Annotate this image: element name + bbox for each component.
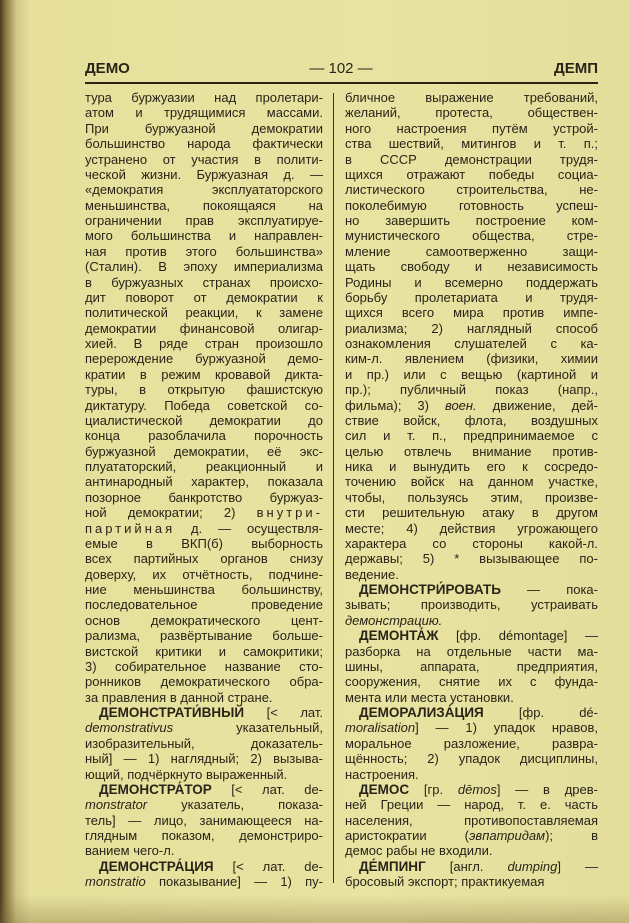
text-segment: [< лат. bbox=[244, 705, 323, 720]
text-line bbox=[85, 213, 323, 228]
text-segment: указатель, показа- bbox=[147, 797, 323, 813]
text-segment: ная против этого большинства» bbox=[85, 243, 323, 259]
text-line bbox=[345, 275, 598, 290]
text-line bbox=[85, 628, 323, 643]
headword: ДЕМОНСТРА́ТОР bbox=[99, 781, 212, 797]
text-line bbox=[345, 874, 598, 889]
text-line bbox=[345, 659, 598, 674]
text-segment: д. — осуществля- bbox=[175, 520, 323, 536]
text-segment: плуататорский, реакционный и bbox=[85, 459, 323, 474]
text-line bbox=[345, 459, 598, 474]
headword: ДЕМОРАЛИЗА́ЦИЯ bbox=[359, 705, 484, 720]
text-segment: доверху, их отчётность, подчине- bbox=[85, 566, 323, 582]
text-line bbox=[85, 136, 323, 151]
italic-text: dēmos bbox=[457, 781, 497, 797]
text-segment: атом и трудящимися массами. bbox=[85, 105, 323, 121]
text-segment: ронников демократического обра- bbox=[85, 674, 323, 690]
text-segment: диктатуру. Победа советской со- bbox=[85, 397, 323, 413]
text-line bbox=[85, 659, 323, 674]
text-line bbox=[85, 382, 323, 397]
text-line bbox=[345, 474, 598, 489]
text-line bbox=[85, 367, 323, 382]
text-line bbox=[85, 121, 323, 136]
text-segment: При буржуазной демократии bbox=[85, 120, 323, 136]
column-divider bbox=[333, 93, 334, 883]
text-segment: ); в bbox=[545, 828, 598, 843]
text-line bbox=[345, 551, 598, 566]
text-segment: политической реакции, к замене bbox=[85, 305, 323, 321]
text-line bbox=[85, 244, 323, 259]
text-line bbox=[345, 259, 598, 274]
text-segment: движение, дей- bbox=[476, 397, 598, 413]
italic-text: monstratio bbox=[85, 874, 146, 890]
text-segment: мление самоотверженно защи- bbox=[345, 243, 598, 259]
text-line bbox=[345, 674, 598, 689]
text-segment: моральное разложение, развра- bbox=[345, 735, 598, 751]
text-segment: ющий, подчёркнуто выраженный. bbox=[85, 766, 288, 782]
text-line bbox=[345, 367, 598, 382]
text-line bbox=[345, 505, 598, 520]
italic-text: monstrator bbox=[85, 797, 148, 813]
text-line bbox=[345, 521, 598, 536]
text-segment: борьбу пролетариата и трудя- bbox=[345, 289, 598, 305]
text-segment: фильма); 3) bbox=[345, 397, 445, 413]
text-segment: но завершить построение ком- bbox=[345, 213, 598, 228]
text-line bbox=[345, 382, 598, 397]
entry-start-line bbox=[345, 628, 598, 643]
text-segment: циалистической демократии до bbox=[85, 412, 323, 428]
text-segment: [< лат. de- bbox=[213, 858, 323, 874]
text-line bbox=[345, 797, 598, 812]
text-line bbox=[85, 259, 323, 274]
text-segment: сооружения, снятие их с фунда- bbox=[345, 674, 598, 690]
text-segment: тель] — лицо, занимающееся на- bbox=[85, 812, 323, 828]
text-segment: [фр. démontage] — bbox=[438, 628, 598, 644]
italic-text: demonstrativus bbox=[85, 720, 174, 736]
text-line bbox=[345, 182, 598, 197]
text-segment: ознакомления слушателей с ка- bbox=[345, 336, 598, 351]
left-guide-word: ДЕМО bbox=[85, 60, 130, 77]
text-line bbox=[345, 167, 598, 182]
text-segment: характера со стороны какой-л. bbox=[345, 535, 598, 551]
text-line bbox=[345, 152, 598, 167]
text-line bbox=[85, 398, 323, 413]
text-segment: и пр.) или с вещью (картиной и bbox=[345, 366, 598, 382]
text-segment: 3) собирательное название сто- bbox=[85, 658, 323, 674]
text-segment: риализма; 2) наглядный способ bbox=[345, 320, 598, 336]
text-segment: Родины и всемерно поддержать bbox=[345, 274, 598, 290]
text-segment: державы; 5) * вызывающее по- bbox=[345, 551, 598, 567]
text-segment: ] — bbox=[557, 858, 598, 874]
entry-start-line bbox=[85, 705, 323, 720]
text-line bbox=[345, 843, 598, 858]
text-segment: [гр. bbox=[409, 781, 458, 797]
text-segment: ного настроения путём устрой- bbox=[345, 120, 598, 136]
text-line bbox=[345, 720, 598, 735]
page-shadow bbox=[0, 895, 629, 923]
text-line bbox=[85, 736, 323, 751]
text-line bbox=[85, 505, 323, 520]
text-line bbox=[345, 428, 598, 443]
text-segment: ведение. bbox=[345, 566, 399, 582]
text-segment: меньшинства, покоящаяся на bbox=[85, 197, 323, 213]
text-line bbox=[345, 751, 598, 766]
text-segment: чтобы, пользуясь этим, произве- bbox=[345, 489, 598, 505]
text-line bbox=[345, 228, 598, 243]
text-segment: вистской критики и самокритики; bbox=[85, 643, 323, 659]
entry-start-line bbox=[345, 705, 598, 720]
text-segment: буржуазной демократии, её экс- bbox=[85, 443, 323, 459]
text-segment: настроения. bbox=[345, 766, 419, 782]
text-segment: ней Греции — народ, т. е. часть bbox=[345, 797, 598, 813]
text-line bbox=[85, 336, 323, 351]
text-line bbox=[85, 167, 323, 182]
text-segment: ный] — 1) наглядный; 2) вызыва- bbox=[85, 751, 323, 767]
text-line bbox=[345, 290, 598, 305]
text-line bbox=[85, 351, 323, 366]
text-segment: основ демократического цент- bbox=[85, 612, 323, 628]
text-line bbox=[345, 444, 598, 459]
text-segment: устранено от участия в полити- bbox=[85, 151, 323, 167]
text-segment: антинародный характер, показала bbox=[85, 474, 323, 490]
text-line bbox=[85, 597, 323, 612]
text-line bbox=[85, 521, 323, 536]
text-segment: пр.); публичный показ (напр., bbox=[345, 382, 598, 398]
text-segment: демократии финансовой олигар- bbox=[85, 320, 323, 336]
headword: ДЕМОС bbox=[359, 781, 410, 797]
text-line bbox=[345, 490, 598, 505]
entry-start-line bbox=[85, 859, 323, 874]
text-segment: последовательное проведение bbox=[85, 597, 323, 613]
text-line bbox=[345, 136, 598, 151]
text-segment: мунистического общества, стре- bbox=[345, 228, 598, 244]
text-segment: всех партийных органов снизу bbox=[85, 551, 323, 567]
text-line bbox=[345, 121, 598, 136]
headword: ДЕМОНСТРИ́РОВАТЬ bbox=[359, 582, 501, 597]
text-segment: тура буржуазии над пролетари- bbox=[85, 90, 323, 105]
text-line bbox=[345, 305, 598, 320]
text-line bbox=[85, 551, 323, 566]
text-segment: глядным показом, демонстриро- bbox=[85, 828, 323, 843]
entry-start-line bbox=[345, 582, 598, 597]
text-segment: ] — в древ- bbox=[496, 781, 598, 797]
text-line bbox=[345, 567, 598, 582]
text-segment: разборка на отдельные части ма- bbox=[345, 643, 598, 659]
text-line bbox=[85, 843, 323, 858]
entry-start-line bbox=[345, 782, 598, 797]
text-segment: точению войск на данном участке, bbox=[345, 474, 598, 490]
text-segment: демос рабы не входили. bbox=[345, 843, 493, 859]
text-line bbox=[85, 767, 323, 782]
text-segment: «демократия эксплуататорского bbox=[85, 182, 323, 198]
text-segment: бросовый экспорт; практикуемая bbox=[345, 874, 545, 890]
text-line bbox=[345, 613, 598, 628]
text-line bbox=[85, 413, 323, 428]
text-segment: мента или места установки. bbox=[345, 689, 514, 705]
text-line bbox=[85, 690, 323, 705]
text-segment: бличное выражение требований, bbox=[345, 90, 598, 105]
right-guide-word: ДЕМП bbox=[554, 60, 598, 77]
text-segment: [англ. bbox=[425, 858, 508, 874]
text-line bbox=[85, 474, 323, 489]
text-segment: сти решительную атаку в другом bbox=[345, 505, 598, 521]
text-segment: [< лат. de- bbox=[211, 781, 323, 797]
text-line bbox=[85, 874, 323, 889]
text-line bbox=[345, 413, 598, 428]
text-segment: щать свободу и независимость bbox=[345, 259, 598, 275]
right-column bbox=[345, 90, 598, 890]
text-line bbox=[85, 152, 323, 167]
text-segment: ствие войск, флота, воздушных bbox=[345, 412, 598, 428]
text-line bbox=[85, 198, 323, 213]
text-line bbox=[85, 490, 323, 505]
text-segment: в буржуазных странах происхо- bbox=[85, 274, 323, 290]
text-segment: ким-л. явлением (физики, химии bbox=[345, 351, 598, 367]
text-line bbox=[345, 198, 598, 213]
text-segment: указательный, bbox=[173, 720, 323, 736]
italic-text: moralisation bbox=[345, 720, 416, 736]
text-line bbox=[85, 275, 323, 290]
text-segment: партийная bbox=[85, 520, 176, 536]
headword: ДЕМОНСТРАТИ́ВНЫЙ bbox=[99, 705, 245, 720]
text-line bbox=[345, 828, 598, 843]
left-column bbox=[85, 90, 323, 890]
text-segment: в СССР демонстрации трудя- bbox=[345, 151, 598, 167]
text-line bbox=[85, 613, 323, 628]
text-segment: ние меньшинства большинству, bbox=[85, 582, 323, 597]
italic-text: воен. bbox=[444, 397, 477, 413]
text-line bbox=[345, 398, 598, 413]
text-line bbox=[85, 751, 323, 766]
text-segment: месте; 4) действия угрожающего bbox=[345, 520, 598, 536]
text-segment: мого большинства и направлен- bbox=[85, 228, 323, 244]
text-line bbox=[85, 228, 323, 243]
text-line bbox=[345, 597, 598, 612]
text-segment: изобразительный, доказатель- bbox=[85, 735, 323, 751]
text-segment: внутри- bbox=[256, 505, 323, 521]
text-line bbox=[85, 444, 323, 459]
text-segment: — пока- bbox=[500, 582, 598, 597]
entry-start-line bbox=[85, 782, 323, 797]
text-line bbox=[345, 336, 598, 351]
text-segment: рализма, развёртывание больше- bbox=[85, 628, 323, 644]
text-line bbox=[345, 736, 598, 751]
text-segment: ванием чего-л. bbox=[85, 843, 175, 859]
text-line bbox=[85, 321, 323, 336]
text-segment: ] — 1) упадок нравов, bbox=[415, 720, 598, 736]
text-segment: позорное банкротство буржуаз- bbox=[85, 489, 323, 505]
text-line bbox=[85, 828, 323, 843]
text-line bbox=[85, 290, 323, 305]
text-line bbox=[85, 105, 323, 120]
text-segment: конца разоблачила порочность bbox=[85, 428, 323, 444]
text-segment: кратии в режим кровавой дикта- bbox=[85, 366, 323, 382]
text-line bbox=[345, 244, 598, 259]
text-segment: щихся всего мира против импе- bbox=[345, 305, 598, 321]
text-line bbox=[345, 536, 598, 551]
text-segment: населения, противопоставляемая bbox=[345, 812, 598, 828]
entry-start-line bbox=[345, 859, 598, 874]
text-segment: ника и вынудить его к сосредо- bbox=[345, 459, 598, 474]
text-line bbox=[85, 305, 323, 320]
text-line bbox=[345, 105, 598, 120]
text-line bbox=[85, 428, 323, 443]
italic-text: эвпатридам bbox=[469, 828, 546, 843]
italic-text: демонстрацию. bbox=[345, 612, 443, 628]
text-segment: ства шествий, митингов и т. п.; bbox=[345, 136, 598, 152]
text-line bbox=[85, 797, 323, 812]
text-segment: туры, в открытую фашистскую bbox=[85, 382, 323, 398]
text-line bbox=[345, 213, 598, 228]
text-segment: сил и т. п., предпринимаемое с bbox=[345, 428, 598, 444]
text-line bbox=[345, 351, 598, 366]
text-line bbox=[85, 720, 323, 735]
text-segment: целью отвлечь внимание против- bbox=[345, 443, 598, 459]
headword: ДЕМОНСТРА́ЦИЯ bbox=[99, 858, 214, 874]
text-line bbox=[345, 813, 598, 828]
text-segment: аристократии ( bbox=[345, 828, 470, 843]
text-segment: [фр. dé- bbox=[483, 705, 598, 720]
text-segment: зывать; производить, устраивать bbox=[345, 597, 598, 613]
text-line bbox=[345, 321, 598, 336]
italic-text: dumping bbox=[507, 858, 558, 874]
text-segment: поколебимую готовность успеш- bbox=[345, 197, 598, 213]
text-line bbox=[85, 459, 323, 474]
text-line bbox=[85, 182, 323, 197]
text-segment: шины, аппарата, предприятия, bbox=[345, 658, 598, 674]
page-number: — 102 — bbox=[309, 60, 373, 77]
text-segment: хией. В ряде стран произошло bbox=[85, 336, 323, 351]
text-line bbox=[85, 90, 323, 105]
text-segment: ческой жизни. Буржуазная д. — bbox=[85, 166, 323, 182]
headword: ДЕМОНТА́Ж bbox=[359, 628, 439, 644]
page-header bbox=[85, 60, 598, 84]
text-line bbox=[85, 582, 323, 597]
text-line bbox=[345, 644, 598, 659]
text-line bbox=[345, 90, 598, 105]
text-line bbox=[85, 674, 323, 689]
text-line bbox=[85, 567, 323, 582]
text-segment: желаний, протеста, обществен- bbox=[345, 105, 598, 121]
text-segment: (Сталин). В эпоху империализма bbox=[85, 259, 323, 275]
text-segment: листического строительства, не- bbox=[345, 182, 598, 198]
text-segment: ной демократии; 2) bbox=[85, 505, 257, 521]
text-segment: щихся отражают победы социа- bbox=[345, 166, 598, 182]
text-segment: ограничении прав эксплуатируе- bbox=[85, 213, 323, 228]
text-line bbox=[85, 644, 323, 659]
text-segment: показывание] — 1) пу- bbox=[145, 874, 323, 890]
text-segment: за правления в данной стране. bbox=[85, 689, 273, 705]
text-line bbox=[85, 536, 323, 551]
text-segment: щённость; 2) упадок дисциплины, bbox=[345, 751, 598, 767]
text-segment: перерождение буржуазной демо- bbox=[85, 351, 323, 367]
headword: ДЕ́МПИНГ bbox=[359, 858, 426, 874]
text-line bbox=[85, 813, 323, 828]
text-line bbox=[345, 767, 598, 782]
text-segment: дит поворот от демократии к bbox=[85, 289, 323, 305]
text-segment: большинство народа фактически bbox=[85, 136, 323, 152]
text-segment: емые в ВКП(б) выборность bbox=[85, 535, 323, 551]
text-line bbox=[345, 690, 598, 705]
